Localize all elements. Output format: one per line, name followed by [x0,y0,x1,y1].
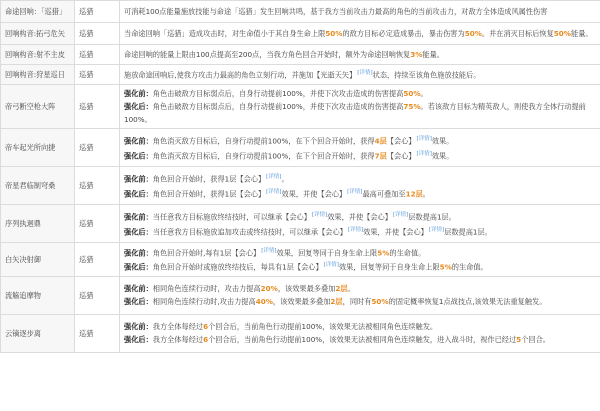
highlight-value: 50% [464,29,482,38]
details-link[interactable]: [详情] [428,226,445,233]
effect-text: 角色消灭敌方目标后，自身行动提前100%，在下个回合开始时，获得 [152,150,375,160]
table-row [1,205,600,243]
effect-line [124,295,596,308]
effect-text: 角色回合开始时或施放终结技后，每具有1层【会心】 [152,262,323,272]
effect-text: ，同时有 [342,297,372,307]
effect-text: 。 [347,284,355,294]
table-row [1,1,600,23]
path-name: 巡猎 [75,314,120,352]
enhance-label: 强化后： [124,335,153,345]
highlight-value: 5 [516,335,522,345]
blessing-name: 帝弓断空枪大阵 [1,85,75,129]
effect-text: 的敌方目标必定造成暴击，暴击伤害为 [342,29,465,38]
table-row [1,243,600,277]
effect-text: 效果，回复等同于自身生命上限 [276,248,378,258]
highlight-value: 6 [203,335,209,345]
highlight-value: 50% [403,89,421,98]
effect-line [124,171,596,185]
details-link[interactable]: [详情] [311,212,328,219]
effect-text: 效果，并使【会心】 [327,212,392,222]
effect-line [124,282,596,295]
blessing-name: 序列执迴鼎 [1,205,75,243]
effect-text: 的生命值。 [451,262,488,272]
effect-text: 的固定概率恢复1点战技点,该效果无法重复触发。 [388,297,547,307]
effect-text: ，该效果最多叠加 [277,284,336,294]
blessing-effect [120,276,600,314]
enhance-label: 强化前： [124,284,153,294]
effect-text: 角色击破敌方目标弱点后，自身行动提前100%，并使下次攻击造成的伤害提高 [152,102,404,111]
effect-line [124,333,596,346]
table-row [1,23,600,45]
effect-text: 角色回合开始时,每有1层【会心】 [152,248,261,258]
details-link[interactable]: [详情] [416,150,432,157]
effect-text: 当命途回响「巡猎」造成攻击时，对生命值小于其自身生命上限 [124,29,326,38]
path-name: 巡猎 [75,65,120,85]
table-row [1,65,600,85]
details-link[interactable]: [详情] [347,188,363,195]
path-name: 巡猎 [75,205,120,243]
effect-line [124,224,596,238]
table-row [1,45,600,65]
effect-line [124,67,596,81]
highlight-value: 4层 [374,136,387,146]
details-link[interactable]: [详情] [266,188,282,195]
effect-text: 【会心】 [386,150,416,160]
effect-text: 个回合后，当前角色行动提前100%，该效果无法被相同角色连续触发，进入战斗时，视作已经过 [208,335,517,345]
details-link[interactable]: [详情] [392,212,409,219]
effect-line [124,133,596,147]
enhance-label: 强化前： [124,212,153,222]
highlight-value: 50% [325,29,343,38]
blessing-effect [120,23,600,45]
effect-line [124,5,596,18]
effect-text: 角色击破敌方目标弱点后，自身行动提前100%，并使下次攻击造成的伤害提高 [152,89,404,98]
effect-line [124,87,596,100]
highlight-value: 5% [377,248,390,258]
effect-text: 层数提高1层。 [408,212,456,222]
path-name: 巡猎 [75,243,120,277]
blessing-name: 白矢决射御 [1,243,75,277]
blessing-effect [120,129,600,167]
effect-line [124,186,596,200]
effect-line [124,148,596,162]
path-name: 巡猎 [75,45,120,65]
effect-text: 角色回合开始时，获得1层【会心】 [152,174,266,184]
effect-text: 我方全体每经过 [152,335,204,345]
effect-text: 我方全体每经过 [152,322,204,332]
highlight-value: 75% [403,102,421,111]
effect-text: 最高可叠加至 [362,188,406,198]
highlight-value: 2层 [335,284,348,294]
effect-text: 效果，并使【会心】 [281,188,347,198]
effect-text: 个回合。 [521,335,550,345]
effect-line [124,320,596,333]
blessing-name: 回响构音:狩星巡日 [1,65,75,85]
enhance-label: 强化后： [124,297,153,307]
details-link[interactable]: [详情] [323,262,339,269]
blessing-name: 云镝逐步离 [1,314,75,352]
details-link[interactable]: [详情] [357,70,373,77]
highlight-value: 3% [410,50,423,59]
enhance-label: 强化后： [124,188,153,198]
enhance-label: 强化前： [124,89,153,98]
path-name: 巡猎 [75,85,120,129]
highlight-value: 5% [439,262,452,272]
blessing-name: 回响构音:射不主皮 [1,45,75,65]
enhance-label: 强化后： [124,262,153,272]
effect-text: 能量。 [422,50,444,59]
effect-text: 状态，持续至该角色施放技能后。 [372,70,481,80]
effect-text: 【会心】 [386,136,416,146]
effect-text: 当任意我方目标施放终结技时，可以继承【会心】 [152,212,311,222]
effect-text: 效果。 [431,136,454,146]
effect-line [124,245,596,259]
blessing-name: 命途回响：「巡猎」 [1,1,75,23]
effect-text: 。 [422,188,430,198]
effect-text: 效果，回复等同于自身生命上限 [338,262,440,272]
effect-line [124,27,596,40]
blessing-effect [120,45,600,65]
effect-line [124,100,596,126]
effect-line [124,209,596,223]
effect-text: 施放命途回响后,使我方攻击力最高的角色立刻行动，并施加【光逝天矢】 [124,70,357,80]
table-row [1,314,600,352]
blessing-effect [120,314,600,352]
effect-text: 效果。 [431,150,454,160]
enhance-label: 强化后： [124,150,153,160]
details-link[interactable]: [详情] [416,136,432,143]
blessing-effect [120,167,600,205]
path-name: 巡猎 [75,1,120,23]
highlight-value: 12层 [405,188,423,198]
effect-text: 。并在消灭目标后恢复 [481,29,554,38]
table-body [1,1,600,353]
table-row [1,129,600,167]
blessing-name: 回响构音:拓弓危矢 [1,23,75,45]
details-link[interactable]: [详情] [347,226,364,233]
effect-line [124,259,596,273]
effect-text: 层数提高1层。 [444,226,492,236]
effect-text: 当任意我方目标施放追加攻击或终结技时，可以继承【会心】 [152,226,347,236]
effect-text: 命途回响的能量上限由100点提高至200点，当我方角色回合开始时，额外为命途回响恢复 [124,50,411,59]
highlight-value: 40% [255,297,273,307]
path-name: 巡猎 [75,167,120,205]
enhance-label: 强化前： [124,136,153,146]
enhance-label: 强化前： [124,248,153,258]
effect-text: 效果，并使【会心】 [363,226,428,236]
highlight-value: 50% [553,29,572,38]
effect-text: ，该效果最多叠加 [272,297,331,307]
highlight-value: 2层 [330,297,343,307]
blessing-effect [120,85,600,129]
blessing-effect [120,205,600,243]
path-name: 巡猎 [75,23,120,45]
blessing-name: 帝星君临制穹桑 [1,167,75,205]
effect-text: 相同角色连续行动时，攻击力提高 [152,284,261,294]
enhance-label: 强化后： [124,226,153,236]
highlight-value: 20% [260,284,278,294]
table-row [1,276,600,314]
effect-text: 角色回合开始时，获得1层【会心】 [152,188,266,198]
enhance-label: 强化前： [124,174,153,184]
path-name: 巡猎 [75,276,120,314]
blessing-name: 流觞追摩物 [1,276,75,314]
blessing-name: 帝车起光所向捷 [1,129,75,167]
details-link[interactable]: [详情] [261,248,277,254]
highlight-value: 7层 [374,150,387,160]
enhance-label: 强化前： [124,322,153,332]
details-link[interactable]: [详情] [266,174,282,181]
effect-text: 能量。 [571,29,593,38]
effect-text: 的生命值。 [389,248,426,258]
effect-text: 个回合后，当前角色行动提前100%，该效果无法被相同角色连续触发。 [208,322,438,332]
effect-text: 。若该敌方目标为精英敌人，则使我方全体行动提前100%。 [124,102,586,124]
table-row [1,85,600,129]
table-row [1,167,600,205]
effect-text: 。 [281,174,289,184]
effect-text: 。 [420,89,428,98]
blessing-effect [120,243,600,277]
highlight-value: 50% [371,297,389,307]
effect-line [124,48,596,61]
effect-text: 可消耗100点能量施放技能与命途「巡猎」发生回响共鸣，基于我方当前攻击力最高的角色的当前攻击力，对敌方全体造成风属性伤害 [124,7,548,16]
blessing-effect [120,1,600,23]
highlight-value: 6 [203,322,209,332]
enhance-label: 强化后： [124,102,153,111]
effect-text: 角色消灭敌方目标后，自身行动提前100%，在下个回合开始时，获得 [152,136,375,146]
path-name: 巡猎 [75,129,120,167]
blessing-effect [120,65,600,85]
effect-text: 相同角色连续行动时,攻击力提高 [152,297,256,307]
